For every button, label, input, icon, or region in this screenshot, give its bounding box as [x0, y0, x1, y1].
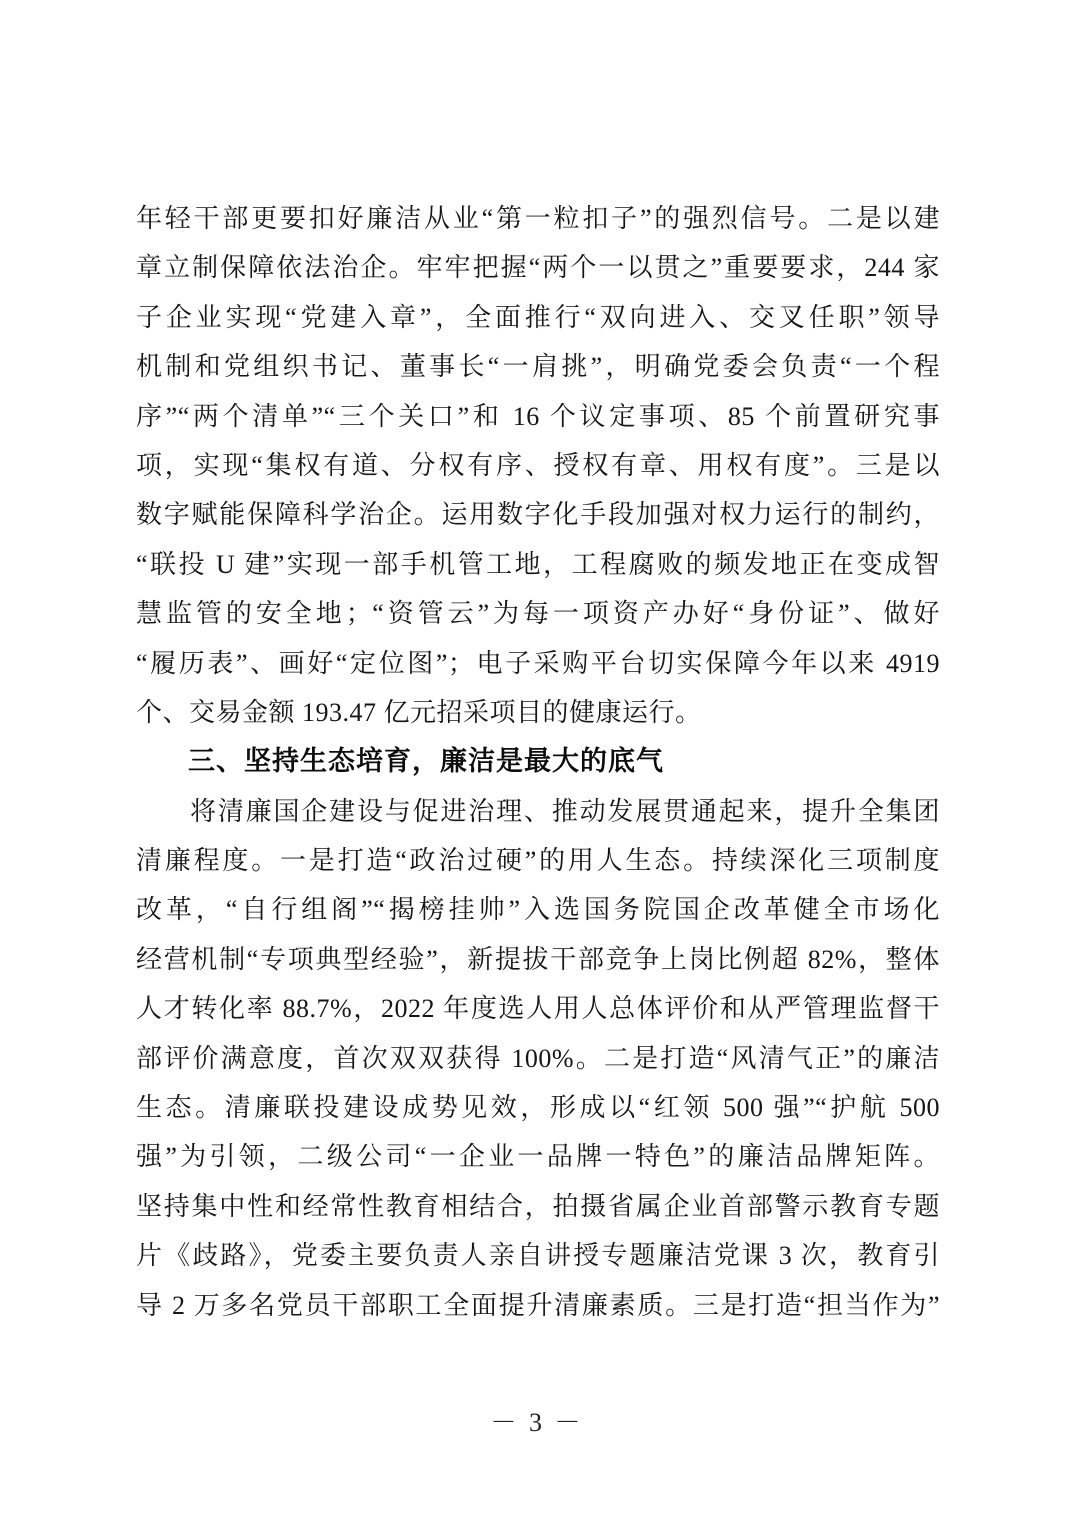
body-text-line: 个、交易金额 193.47 亿元招采项目的健康运行。 — [136, 697, 702, 727]
body-text-line: 序”“两个清单”“三个关口”和 16 个议定事项、85 个前置研究事 — [136, 401, 940, 431]
document-body — [136, 194, 940, 1330]
body-text-line: 强”为引领，二级公司“一企业一品牌一特色”的廉洁品牌矩阵。 — [136, 1142, 940, 1172]
body-text-line: “履历表”、画好“定位图”；电子采购平台切实保障今年以来 4919 — [136, 648, 940, 678]
body-text-line: 人才转化率 88.7%，2022 年度选人用人总体评价和从严管理监督干 — [136, 994, 940, 1024]
body-text-line: 清廉程度。一是打造“政治过硬”的用人生态。持续深化三项制度 — [136, 846, 940, 876]
body-text-line: 部评价满意度，首次双双获得 100%。二是打造“风清气正”的廉洁 — [136, 1043, 940, 1073]
body-text-line: 片《歧路》，党委主要负责人亲自讲授专题廉洁党课 3 次，教育引 — [136, 1241, 940, 1271]
body-text-line: 数字赋能保障科学治企。运用数字化手段加强对权力运行的制约， — [136, 500, 940, 530]
body-text-line: 机制和党组织书记、董事长“一肩挑”，明确党委会负责“一个程 — [136, 352, 940, 382]
body-text-line: 生态。清廉联投建设成势见效，形成以“红领 500 强”“护航 500 — [136, 1093, 940, 1123]
body-text-line: “联投 U 建”实现一部手机管工地，工程腐败的频发地正在变成智 — [136, 549, 940, 579]
body-text-line: 坚持集中性和经常性教育相结合，拍摄省属企业首部警示教育专题 — [136, 1191, 940, 1221]
body-text-line: 章立制保障依法治企。牢牢把握“两个一以贯之”重要要求，244 家 — [136, 253, 940, 283]
body-text-line: 子企业实现“党建入章”，全面推行“双向进入、交叉任职”领导 — [136, 302, 940, 332]
body-text-line: 项，实现“集权有道、分权有序、授权有章、用权有度”。三是以 — [136, 450, 940, 480]
body-text-line: 年轻干部更要扣好廉洁从业“第一粒扣子”的强烈信号。二是以建 — [136, 204, 940, 233]
page-number: － 3 － — [490, 1408, 584, 1437]
body-text-line: 改革，“自行组阁”“揭榜挂帅”入选国务院国企改革健全市场化 — [136, 895, 940, 925]
section-heading: 三、坚持生态培育，廉洁是最大的底气 — [188, 746, 664, 777]
body-text-line: 将清廉国企建设与促进治理、推动发展贯通起来，提升全集团 — [190, 796, 940, 826]
body-text-line: 导 2 万多名党员干部职工全面提升清廉素质。三是打造“担当作为” — [136, 1290, 940, 1320]
body-text-line: 慧监管的安全地；“资管云”为每一项资产办好“身份证”、做好 — [136, 599, 940, 629]
body-text-line: 经营机制“专项典型经验”，新提拔干部竞争上岗比例超 82%，整体 — [136, 944, 940, 974]
